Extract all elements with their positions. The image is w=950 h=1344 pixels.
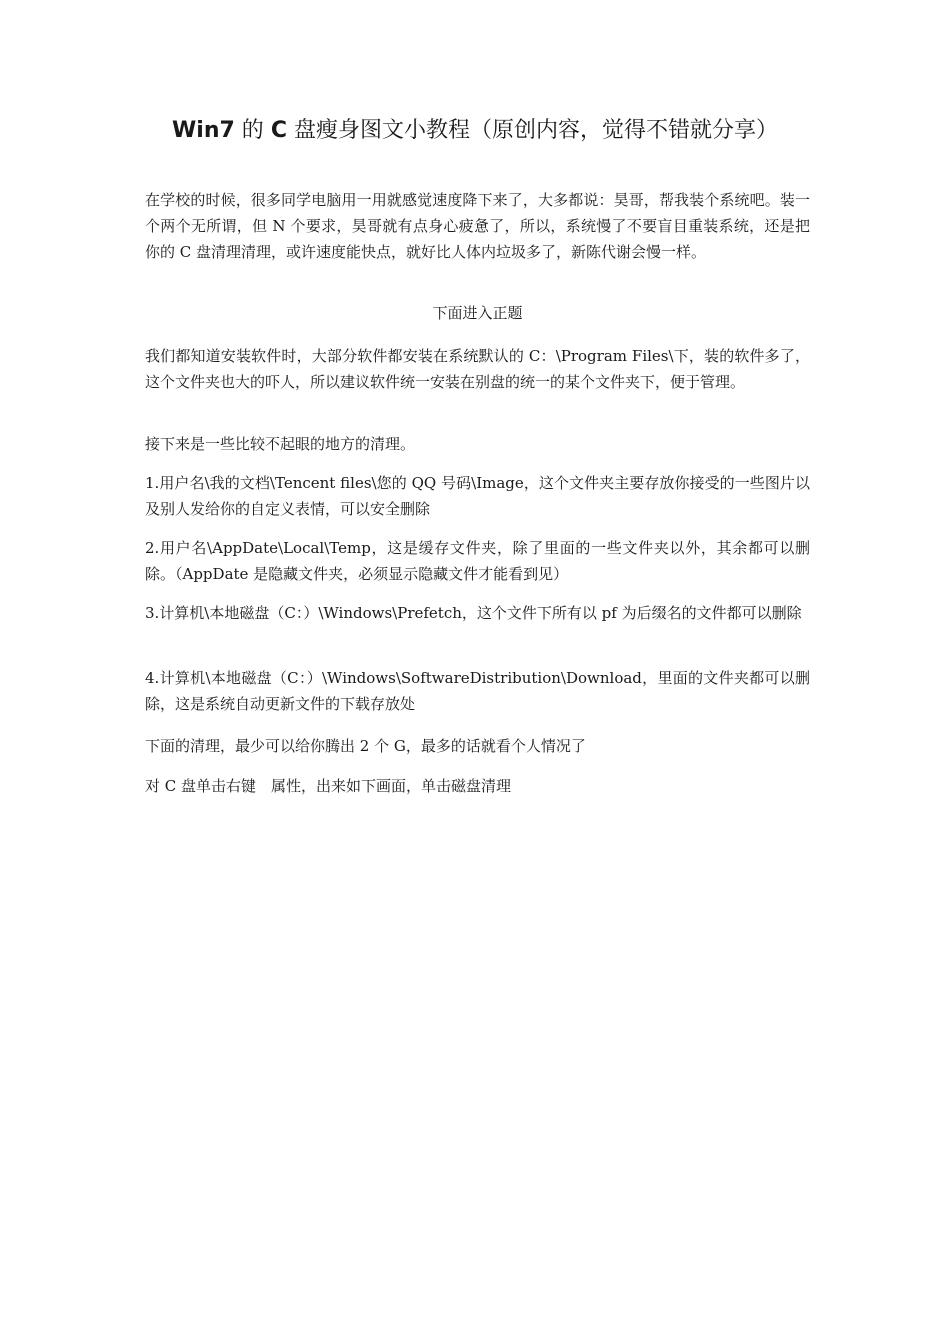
document-title (0, 114, 950, 148)
title-part-win7: Win7 (172, 118, 235, 143)
title-part-rest: 盘瘦身图文小教程（原创内容，觉得不错就分享） (286, 118, 778, 143)
intro-paragraph: 在学校的时候，很多同学电脑用一用就感觉速度降下来了，大多都说：昊哥，帮我装个系统吧。装一个两个无所谓，但 N 个要求，昊哥就有点身心疲惫了，所以，系统慢了不要盲目重装系统，还是把你的 C 盘清理清理，或许速度能快点，就好比人体内垃圾多了，新陈代谢会慢一样。 (145, 191, 810, 261)
step-3-paragraph: 3.计算机\本地磁盘（C：）\Windows\Prefetch，这个文件下所有以 pf 为后缀名的文件都可以删除 (145, 604, 802, 622)
title-part-de: 的 (234, 118, 271, 143)
cleanup-intro-paragraph: 接下来是一些比较不起眼的地方的清理。 (145, 435, 416, 453)
space-saved-paragraph: 下面的清理，最少可以给你腾出 2 个 G，最多的话就看个人情况了 (145, 737, 586, 755)
step-2-paragraph: 2.用户名\AppDate\Local\Temp，这是缓存文件夹，除了里面的一些文件夹以外，其余都可以删除。（AppDate 是隐藏文件夹，必须显示隐藏文件才能看到见） (145, 539, 810, 583)
step-1-paragraph: 1.用户名\我的文档\Tencent files\您的 QQ 号码\Image，这个文件夹主要存放你接受的一些图片以及别人发给你的自定义表情，可以安全删除 (145, 474, 810, 518)
disk-cleanup-instruction: 对 C 盘单击右键 属性，出来如下画面，单击磁盘清理 (145, 777, 512, 795)
title-part-c: C (270, 118, 287, 143)
program-files-paragraph: 我们都知道安装软件时，大部分软件都安装在系统默认的 C：\Program Files\下，装的软件多了，这个文件夹也大的吓人，所以建议软件统一安装在别盘的统一的某个文件夹下，便于管理。 (145, 347, 810, 391)
section-heading: 下面进入正题 (432, 304, 523, 322)
step-4-paragraph: 4.计算机\本地磁盘（C：）\Windows\SoftwareDistribution\Download，里面的文件夹都可以删除，这是系统自动更新文件的下载存放处 (145, 669, 810, 713)
